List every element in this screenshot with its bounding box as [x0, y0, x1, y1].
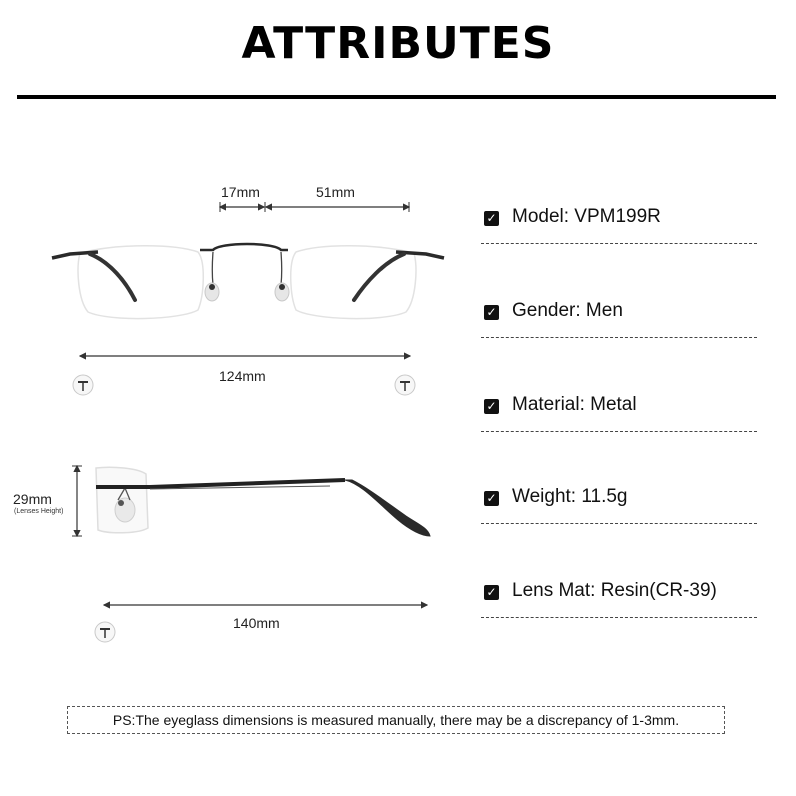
attribute-weight: [481, 486, 757, 524]
attribute-lens-material: [481, 580, 757, 618]
checkbox-checked-icon: ✓: [484, 399, 499, 414]
attribute-material: [481, 394, 757, 432]
checkbox-checked-icon: ✓: [484, 305, 499, 320]
measurement-disclaimer: PS:The eyeglass dimensions is measured manually, there may be a discrepancy of 1-3mm.: [67, 706, 725, 734]
bridge-lens-dimension-line: [220, 202, 409, 212]
screw-icon: [395, 375, 415, 395]
checkbox-checked-icon: ✓: [484, 585, 499, 600]
attribute-label: Material: Metal: [512, 394, 637, 415]
screw-icon: [95, 622, 115, 642]
lens-height-caption: (Lenses Height): [14, 508, 64, 515]
bridge-width-label: 17mm: [221, 184, 260, 200]
temple-length-label: 140mm: [233, 615, 280, 631]
attribute-model: [481, 206, 757, 244]
screw-icon: [73, 375, 93, 395]
checkbox-checked-icon: ✓: [484, 491, 499, 506]
lens-width-label: 51mm: [316, 184, 355, 200]
attribute-label: Gender: Men: [512, 300, 623, 321]
attribute-gender: [481, 300, 757, 338]
checkbox-checked-icon: ✓: [484, 211, 499, 226]
attribute-label: Lens Mat: Resin(CR-39): [512, 580, 717, 601]
attribute-label: Model: VPM199R: [512, 206, 661, 227]
lens-height-dimension-line: [72, 466, 82, 536]
frame-width-label: 124mm: [219, 368, 266, 384]
attribute-label: Weight: 11.5g: [512, 486, 628, 507]
glasses-side-view: [96, 467, 430, 536]
glasses-front-view: [52, 244, 444, 319]
page-title: ATTRIBUTES: [241, 18, 555, 69]
lens-height-label: 29mm: [13, 491, 52, 507]
